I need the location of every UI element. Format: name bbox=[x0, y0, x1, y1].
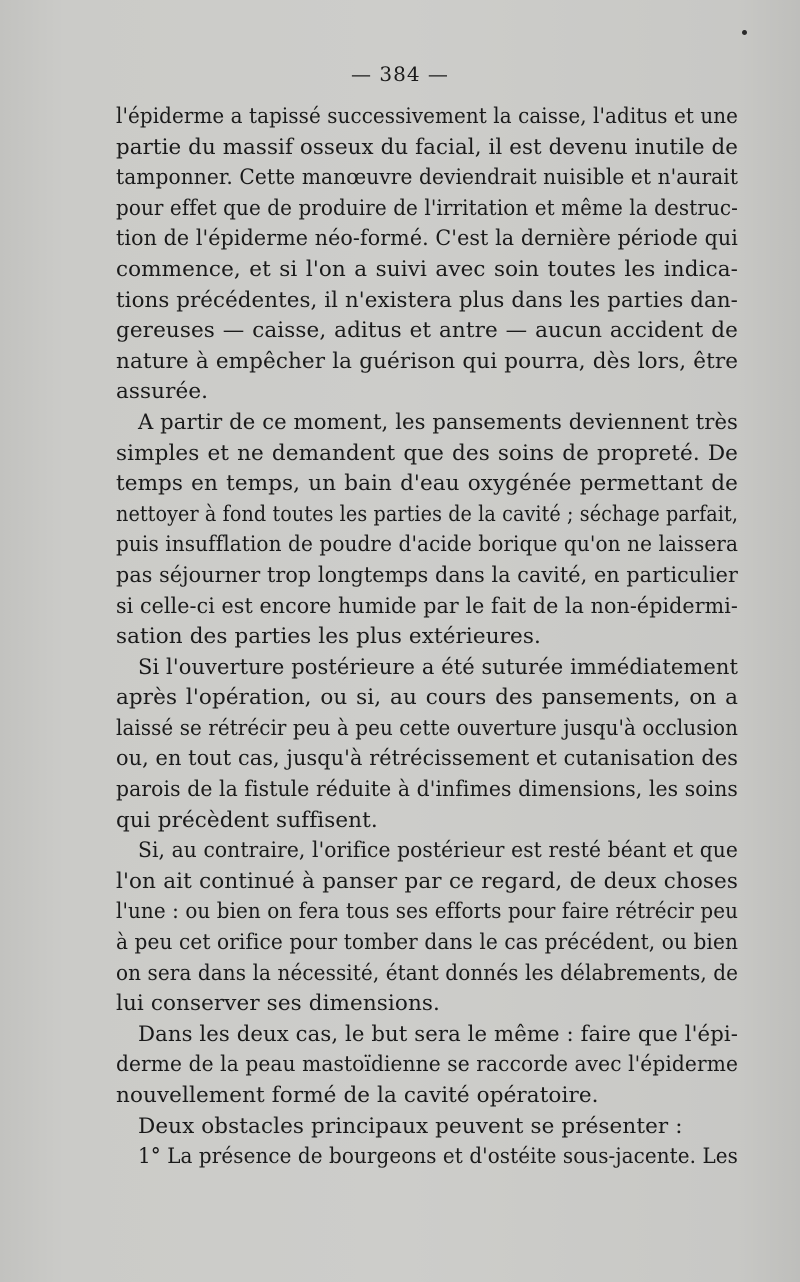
text-line: tion de l'épiderme néo-formé. C'est la dernière période qui bbox=[116, 226, 739, 252]
text-line: partie du massif osseux du facial, il est devenu inutile de bbox=[116, 134, 739, 160]
text-line: tions précédentes, il n'existera plus dans les parties dan- bbox=[116, 287, 738, 313]
text-line: l'une : ou bien on fera tous ses efforts pour faire rétrécir peu bbox=[116, 899, 739, 925]
text-line: on sera dans la nécessité, étant donnés les délabrements, de bbox=[116, 960, 739, 986]
text-line: commence, et si l'on a suivi avec soin toutes les indica- bbox=[116, 256, 738, 282]
text-line: Si, au contraire, l'orifice postérieur est resté béant et que bbox=[138, 838, 738, 864]
text-line: sation des parties les plus extérieures. bbox=[116, 624, 541, 650]
text-line: puis insufflation de poudre d'acide borique qu'on ne laissera bbox=[116, 532, 739, 558]
text-line: ou, en tout cas, jusqu'à rétrécissement et cutanisation des bbox=[116, 746, 739, 772]
text-line: pour effet que de produire de l'irritation et même la destruc- bbox=[116, 195, 738, 221]
text-line: si celle-ci est encore humide par le fait de la non-épidermi- bbox=[116, 593, 738, 619]
text-line: tamponner. Cette manœuvre deviendrait nuisible et n'aurait bbox=[116, 165, 739, 191]
text-line: simples et ne demandent que des soins de propreté. De bbox=[116, 440, 739, 466]
body-text bbox=[116, 102, 738, 1173]
text-line: nettoyer à fond toutes les parties de la cavité ; séchage parfait, bbox=[116, 501, 739, 527]
text-line: gereuses — caisse, aditus et antre — aucun accident de bbox=[116, 318, 738, 344]
text-line: l'on ait continué à panser par ce regard, de deux choses bbox=[116, 868, 738, 894]
text-line: derme de la peau mastoïdienne se raccorde avec l'épiderme bbox=[116, 1052, 738, 1078]
text-line: Dans les deux cas, le but sera le même : faire que l'épi- bbox=[138, 1021, 738, 1047]
text-line: à peu cet orifice pour tomber dans le cas précédent, ou bien bbox=[116, 930, 738, 956]
text-line: Deux obstacles principaux peuvent se présenter : bbox=[138, 1113, 683, 1139]
text-line: pas séjourner trop longtemps dans la cavité, en particulier bbox=[116, 562, 738, 588]
text-line: laissé se rétrécir peu à peu cette ouverture jusqu'à occlusion bbox=[116, 715, 738, 741]
text-line: Si l'ouverture postérieure a été suturée immédiatement bbox=[138, 654, 739, 680]
page-number: — 384 — bbox=[351, 62, 449, 86]
text-line: lui conserver ses dimensions. bbox=[116, 991, 440, 1017]
text-line: après l'opération, ou si, au cours des pansements, on a bbox=[116, 685, 739, 711]
text-line: nature à empêcher la guérison qui pourra, dès lors, être bbox=[116, 348, 739, 374]
text-line: 1° La présence de bourgeons et d'ostéite sous-jacente. Les bbox=[138, 1144, 738, 1170]
text-line: parois de la fistule réduite à d'infimes dimensions, les soins bbox=[116, 777, 738, 803]
text-line: qui précèdent suffisent. bbox=[116, 807, 378, 833]
text-line: A partir de ce moment, les pansements deviennent très bbox=[138, 409, 738, 435]
text-line: nouvellement formé de la cavité opératoire. bbox=[116, 1083, 599, 1108]
text-line: assurée. bbox=[116, 379, 209, 405]
ink-speck bbox=[742, 30, 747, 35]
text-line: l'épiderme a tapissé successivement la caisse, l'aditus et une bbox=[116, 104, 739, 129]
text-line: temps en temps, un bain d'eau oxygénée permettant de bbox=[116, 471, 738, 497]
